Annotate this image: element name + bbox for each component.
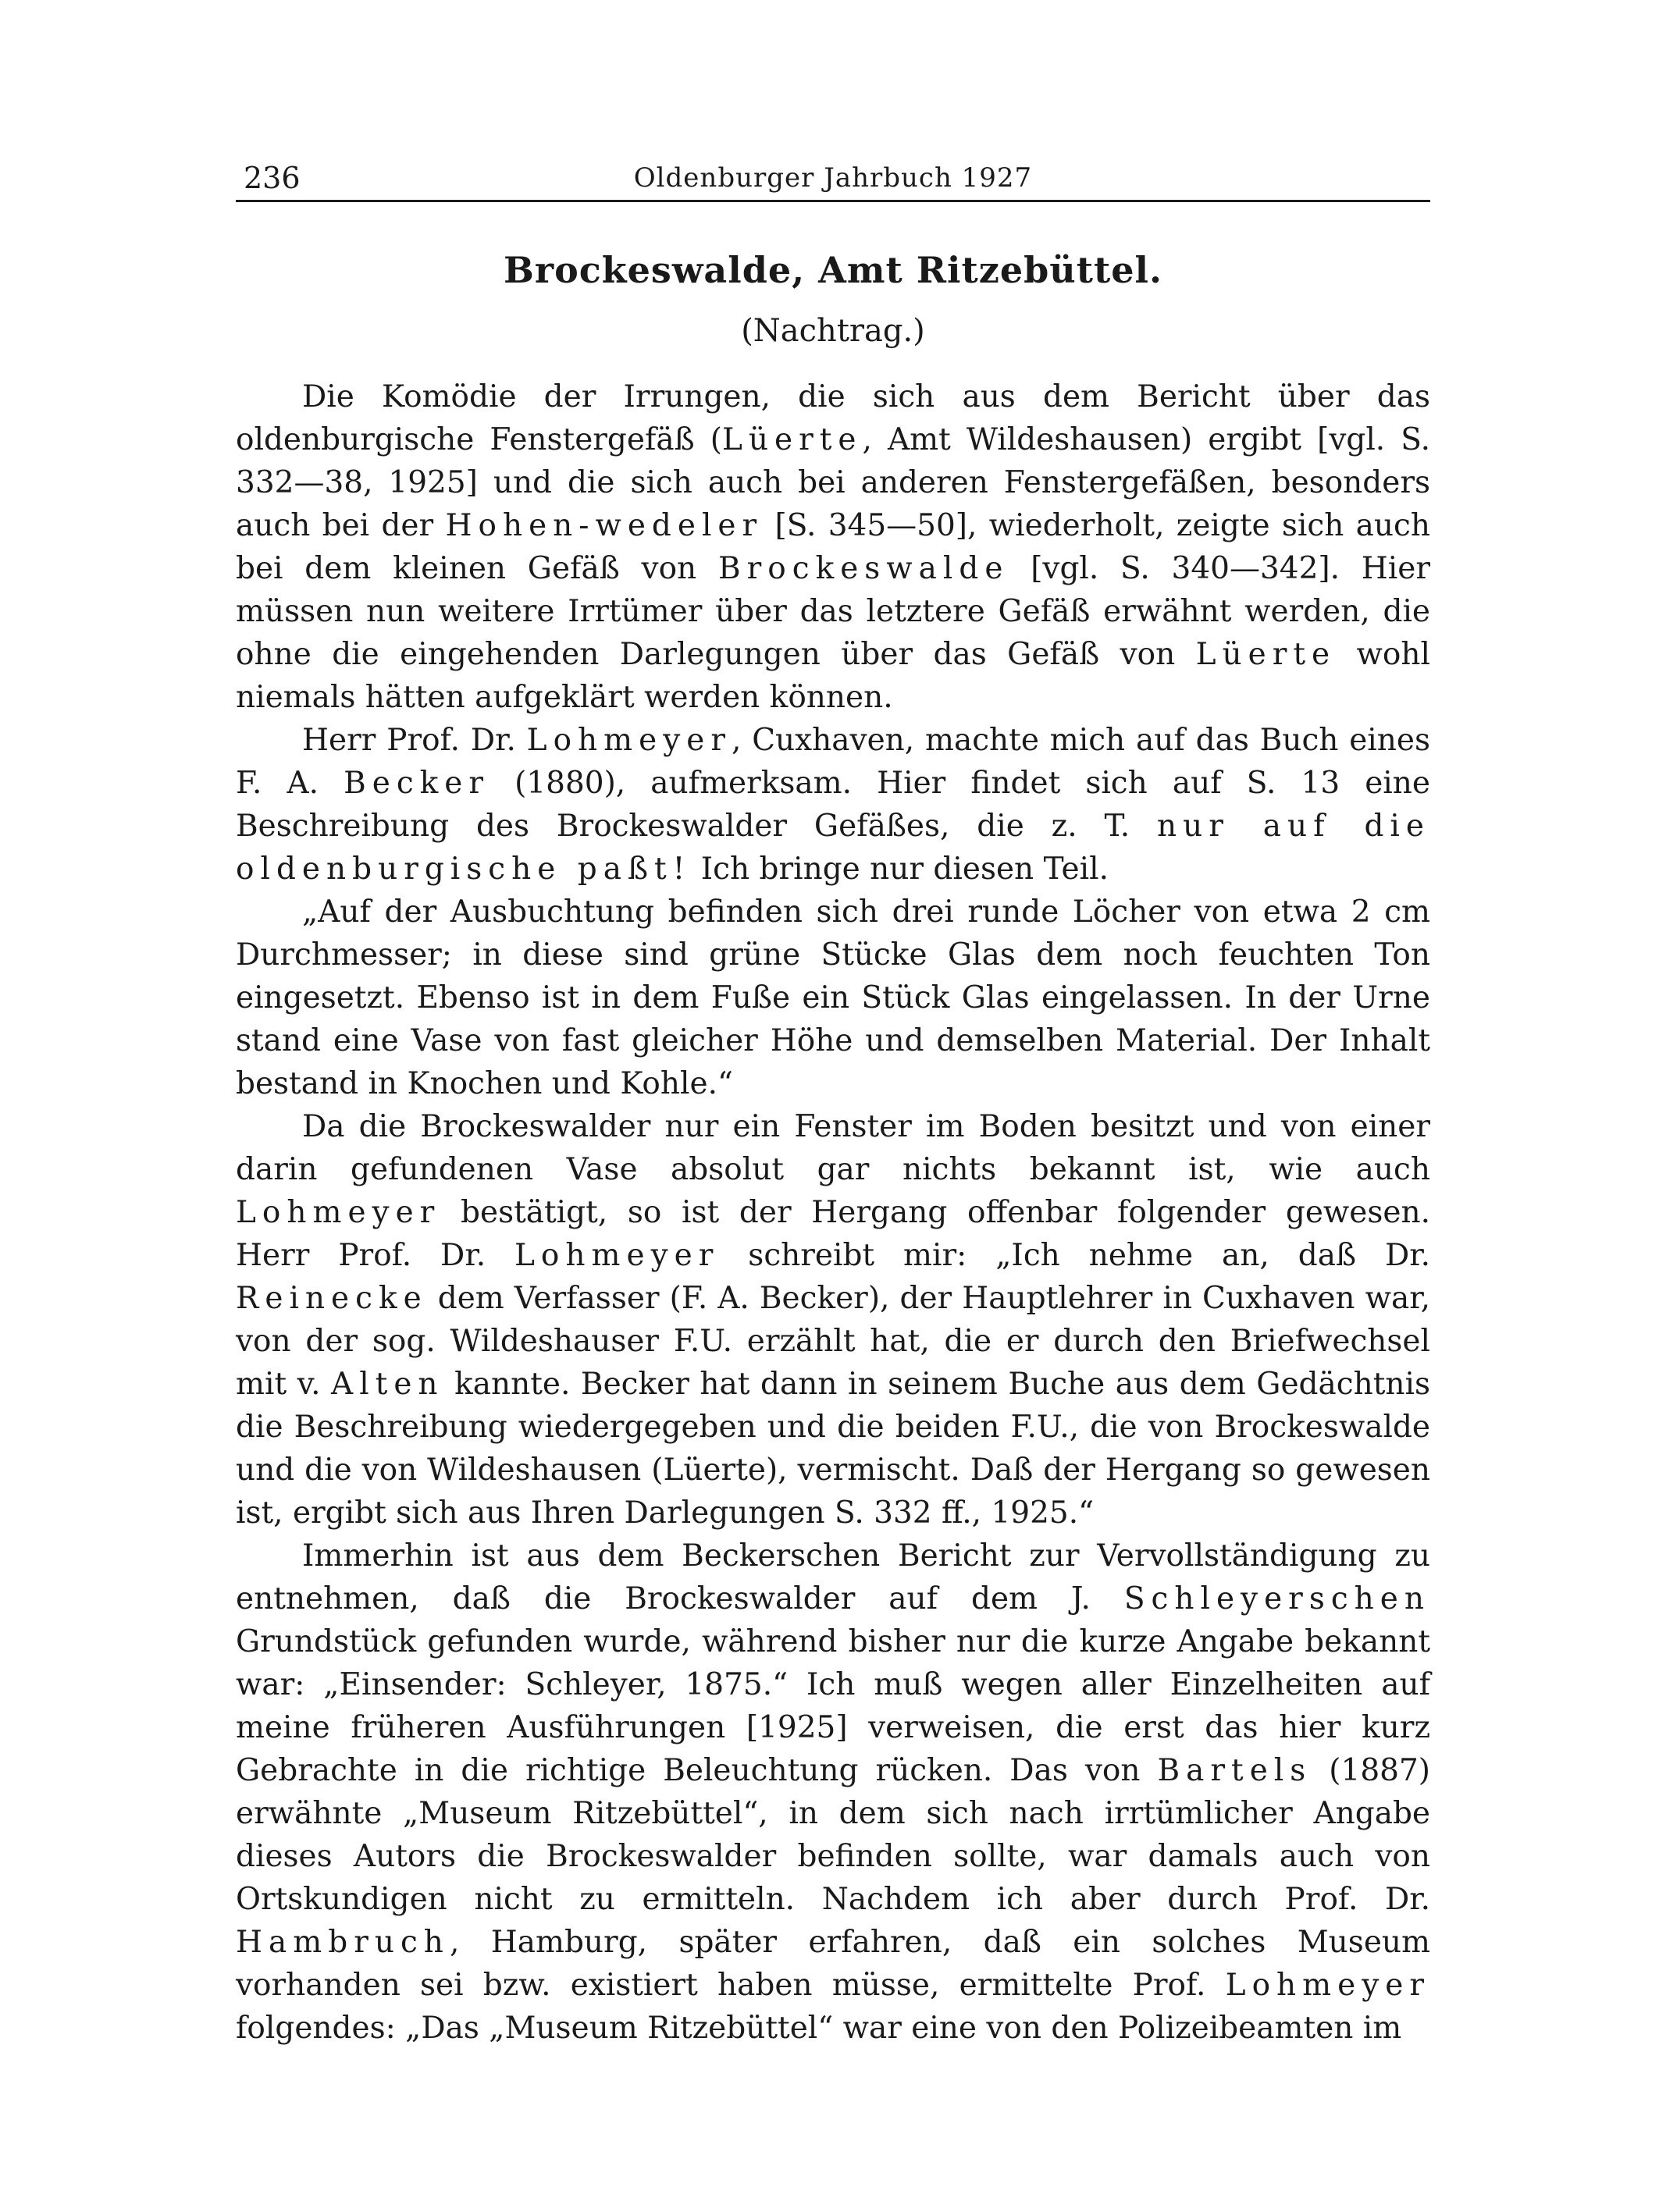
article-body (236, 375, 1430, 2050)
text-run: „Auf der Ausbuchtung befinden sich drei runde Löcher von etwa 2 cm Durchmesser; in diese sind grüne Stücke Glas dem noch feuchten Ton eingesetzt. Ebenso ist in dem Fuße ein Stück Glas eingelassen. In der Urne stand eine Vase von fast gleicher Höhe und demselben Material. Der Inhalt bestand in Knochen und Kohle.“ (236, 894, 1430, 1101)
text-run: [vgl. S. 340—342]. Hier müssen nun weitere Irrtümer über das letztere Gefäß erwähnt werden, die ohne die eingehenden Darlegungen über das Gefäß von (236, 551, 1431, 672)
spaced-emphasis: nur auf die oldenburgische paßt! (236, 809, 1430, 887)
text-run: (1887) erwähnte „Museum Ritzebüttel“, in dem sich nach irrtümlicher Angabe dieses Autors die Brockeswalder befinden sollte, war damals auch von Ortskundigen nicht zu ermitteln. Nachdem ich aber durch Prof. Dr. (236, 1753, 1430, 1917)
paragraph (236, 375, 1430, 719)
spaced-emphasis: Lüerte (722, 422, 863, 457)
page-number: 236 (244, 161, 301, 195)
paragraph (236, 1535, 1430, 2050)
page-header (236, 156, 1430, 202)
text-run: Grundstück gefunden wurde, während bisher nur die kurze Angabe bekannt war: „Einsender: Schleyer, 1875.“ Ich muß wegen aller Einzelheiten auf meine früheren Ausführungen [1925] verweisen, die erst das hier kurz Gebrachte in die richtige Beleuchtung rücken. Das von (236, 1624, 1430, 1788)
text-run: bestätigt, so ist der Hergang offenbar folgender gewesen. Herr Prof. Dr. (236, 1195, 1430, 1273)
spaced-emphasis: Lohmeyer (514, 1238, 720, 1273)
text-run: , Cuxhaven, machte mich auf das Buch eines F. A. (236, 723, 1430, 801)
spaced-emphasis: Brockeswalde (717, 551, 1009, 586)
article-subtitle: (Nachtrag.) (741, 313, 925, 349)
spaced-emphasis: Lohmeyer (236, 1195, 441, 1230)
spaced-emphasis: Hohen-wedeler (445, 508, 764, 543)
text-run: Die Komödie der Irrungen, die sich aus dem Bericht über das oldenburgische Fenstergefäß ( (236, 379, 1430, 457)
spaced-emphasis: Reinecke (236, 1281, 428, 1316)
text-run: kannte. Becker hat dann in seinem Buche aus dem Gedächtnis die Beschreibung wiedergegeben und die beiden F.U., die von Brockeswalde und die von Wildeshausen (Lüerte), vermischt. Daß der Hergang so gewesen ist, ergibt sich aus Ihren Darlegungen S. 332 ff., 1925.“ (236, 1367, 1430, 1531)
text-run: Immerhin ist aus dem Beckerschen Bericht zur Vervollständigung zu entnehmen, daß die Brockeswalder auf dem J. (236, 1538, 1430, 1616)
text-run: Da die Brockeswalder nur ein Fenster im Boden besitzt und von einer darin gefundenen Vase absolut gar nichts bekannt ist, wie auch (236, 1109, 1430, 1187)
text-run: [S. 345—50], wiederholt, zeigte sich auch bei dem kleinen Gefäß von (236, 508, 1430, 586)
text-run: Herr Prof. Dr. (302, 723, 527, 758)
text-run: , Amt Wildeshausen) ergibt [vgl. S. 332—38, 1925] und die sich auch bei anderen Fenstergefäßen, besonders auch bei der (236, 422, 1430, 543)
text-run: , Hamburg, später erfahren, daß ein solches Museum vorhanden sei bzw. existiert haben müsse, ermittelte Prof. (236, 1925, 1430, 2003)
document-page (236, 156, 1430, 2050)
paragraph (236, 719, 1430, 891)
text-run: schreibt mir: „Ich nehme an, daß Dr. (719, 1238, 1430, 1273)
paragraph (236, 1105, 1430, 1535)
spaced-emphasis: Bartels (1157, 1753, 1312, 1788)
spaced-emphasis: Hambruch (236, 1925, 450, 1960)
text-run: folgendes: „Das „Museum Ritzebüttel“ war eine von den Polizeibeamten im (236, 2011, 1402, 2046)
spaced-emphasis: Lüerte (1195, 637, 1337, 672)
paragraph (236, 891, 1430, 1105)
text-run: wohl niemals hätten aufgeklärt werden können. (236, 637, 1431, 715)
spaced-emphasis: Schleyerschen (1123, 1581, 1430, 1616)
spaced-emphasis: Lohmeyer (526, 723, 732, 758)
text-run: Ich bringe nur diesen Teil. (691, 852, 1109, 887)
text-run: (1880), aufmerksam. Hier findet sich auf S. 13 eine Beschreibung des Brockeswalder Gefäßes, die z. T. (236, 766, 1430, 844)
running-title: Oldenburger Jahrbuch 1927 (633, 162, 1033, 194)
spaced-emphasis: Lohmeyer (1225, 1968, 1430, 2003)
spaced-emphasis: Becker (344, 766, 490, 801)
article-title: Brockeswalde, Amt Ritzebüttel. (503, 249, 1162, 291)
spaced-emphasis: Alten (331, 1367, 444, 1402)
text-run: dem Verfasser (F. A. Becker), der Hauptlehrer in Cuxhaven war, von der sog. Wildeshauser F.U. erzählt hat, die er durch den Briefwechsel mit v. (236, 1281, 1430, 1402)
